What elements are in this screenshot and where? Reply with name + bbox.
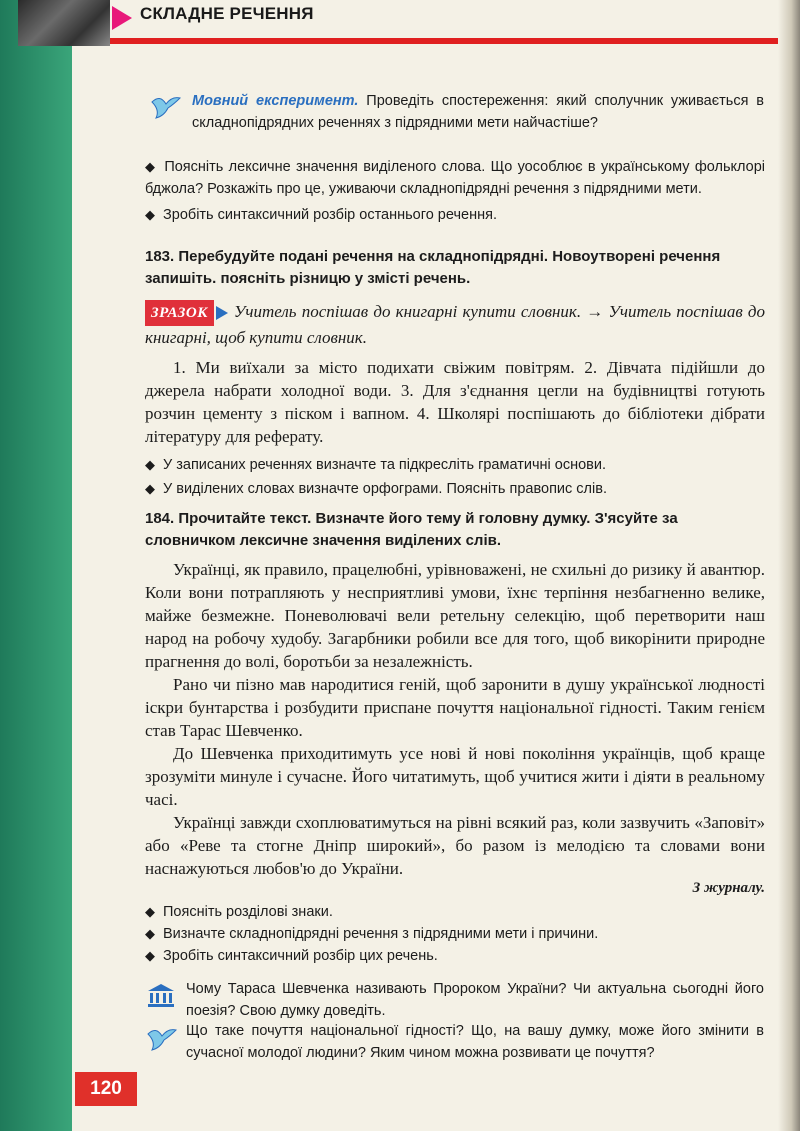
task-183-title: 183. Перебудуйте подані речення на складнопідрядні. Новоутворені речення запишіть. поясніть різницю у змісті речень. — [145, 248, 721, 287]
question-2 — [186, 1020, 764, 1064]
bullets-a — [145, 156, 765, 226]
text-source: З журналу. — [692, 880, 765, 896]
header-arrow-icon — [112, 6, 132, 30]
experiment-label: Мовний експеримент. — [192, 93, 359, 109]
question-1-text: Чому Тараса Шевченка називають Пророком України? Чи актуальна сьогодні його поезія? Свою думку доведіть. — [186, 981, 764, 1019]
bird-icon — [150, 92, 182, 120]
sample-block — [145, 300, 765, 350]
text-paragraph: Українці, як правило, працелюбні, урівноважені, не схильні до ризику й авантюр. Коли вони потрапляють у несприятливі умови, їхнє терпіння незбагненно велике, майже безмежне. Поневолювачі вели ретельну селекцію, щоб перетворити наш народ на робочу худобу. Загарбники робили все для того, щоб викорінити природне прагнення до волі, боротьби за незалежність. — [145, 560, 765, 671]
question-2-text: Що таке почуття національної гідності? Що, на вашу думку, може його змінити в сучасної молодої людини? Яким чином можна розвивати це почуття? — [186, 1023, 764, 1061]
header-photo — [18, 0, 110, 46]
bullet-item: ◆ Поясніть розділові знаки. — [145, 901, 765, 923]
green-sidebar — [0, 0, 72, 1131]
task-184-title: 184. Прочитайте текст. Визначте його тему й головну думку. З'ясуйте за словничком лексичне значення виділених слів. — [145, 510, 678, 549]
experiment-block — [192, 90, 764, 134]
task-184 — [145, 508, 765, 967]
experiment-text: Проведіть спостереження: який сполучник уживається в складнопідрядних реченнях з підрядними мети найчастіше? — [192, 93, 764, 131]
text-paragraph: Рано чи пізно мав народитися геній, щоб заронити в душу української людності іскри бунтарства і розбудити приспане почуття національної гідності. Таким генієм став Тарас Шевченко. — [145, 675, 765, 740]
text-paragraph: Українці завжди схоплюватимуться на рівні всякий раз, коли зазвучить «Заповіт» або «Реве та стогне Дніпр широкий», бо разом із мелодією та словами вони наснажуються любов'ю до України. — [145, 813, 765, 878]
page-edge — [778, 0, 800, 1131]
bullet-item: ◆ У виділених словах визначте орфограми. Поясніть правопис слів. — [145, 478, 765, 500]
text-paragraph: До Шевченка приходитимуть усе нові й нові покоління українців, щоб краще зрозуміти минуле і сучасне. Його читатимуть, щоб учитися жити і діяти в реальному часі. — [145, 744, 765, 809]
page-number: 120 — [75, 1072, 137, 1106]
sample-text: Учитель поспішав до книгарні купити словник. → Учитель поспішав до книгарні, щоб купити словник. — [145, 302, 765, 347]
bullet-item: ◆ Визначте складнопідрядні речення з підрядними мети і причини. — [145, 923, 765, 945]
triangle-arrow-icon — [216, 306, 228, 320]
bullet-item: ◆ Поясніть лексичне значення виділеного слова. Що уособлює в українському фольклорі бджола? Розкажіть про це, уживаючи складнопідрядні речення з підрядними мети. — [145, 156, 765, 200]
bird-icon — [146, 1024, 178, 1052]
task-183 — [145, 246, 765, 500]
sample-label: ЗРАЗОК — [145, 300, 214, 326]
task-183-sentences: 1. Ми виїхали за місто подихати свіжим повітрям. 2. Дівчата підійшли до джерела набрати холодної води. 3. Для з'єднання цегли на будівництві готують розчин цементу з піском і вапном. 4. Школярі поспішають до бібліотеки дібрати літературу для реферату. — [145, 358, 765, 446]
question-1 — [186, 978, 764, 1022]
header-divider — [110, 38, 784, 44]
section-title: СКЛАДНЕ РЕЧЕННЯ — [140, 4, 314, 23]
bullet-item: ◆ Зробіть синтаксичний розбір останнього речення. — [145, 204, 765, 226]
museum-icon — [146, 982, 176, 1008]
bullet-item: ◆ Зробіть синтаксичний розбір цих речень. — [145, 945, 765, 967]
bullet-item: ◆ У записаних реченнях визначте та підкресліть граматичні основи. — [145, 454, 765, 476]
